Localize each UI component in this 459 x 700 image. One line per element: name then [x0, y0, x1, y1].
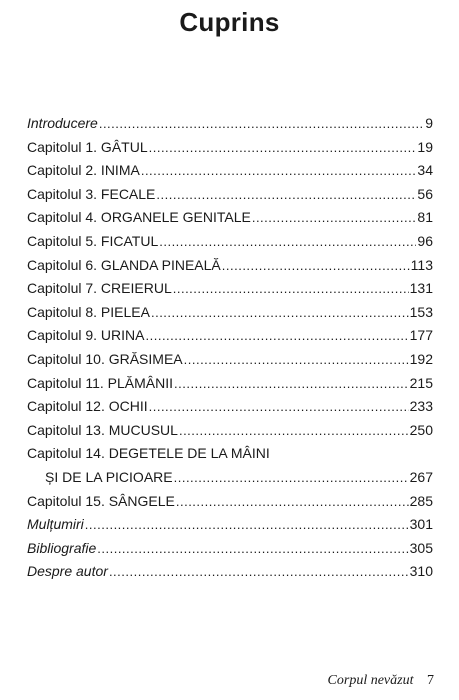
toc-page-number: 81	[417, 209, 433, 226]
toc-page-number: 34	[417, 162, 433, 179]
toc-entry	[27, 395, 433, 419]
toc-entry	[27, 136, 433, 160]
toc-entry-row	[27, 254, 433, 278]
toc-entry-row	[27, 372, 433, 396]
dot-leader	[174, 466, 409, 490]
toc-page-number: 19	[417, 138, 433, 155]
dot-leader	[252, 206, 417, 230]
toc-entry-row	[27, 419, 433, 443]
toc-entry-row	[27, 324, 433, 348]
toc-page-number: 285	[409, 492, 433, 509]
dot-leader	[149, 136, 417, 160]
toc-entry-label: Capitolul 12. OCHII	[27, 398, 148, 415]
toc-entry-row	[27, 301, 433, 325]
toc-entry-label: Capitolul 13. MUCUSUL	[27, 421, 178, 438]
dot-leader	[174, 372, 409, 396]
toc-entry-label-continuation: ȘI DE LA PICIOARE	[45, 468, 173, 485]
dot-leader	[179, 419, 409, 443]
toc-entry-label: Capitolul 15. SÂNGELE	[27, 492, 175, 509]
page-number: 7	[427, 673, 434, 688]
toc-entry-row	[27, 490, 433, 514]
dot-leader	[146, 324, 409, 348]
toc-page-number: 192	[409, 350, 433, 367]
toc-entry-label: Capitolul 4. ORGANELE GENITALE	[27, 209, 251, 226]
toc-entry-row	[27, 206, 433, 230]
toc-entry	[27, 230, 433, 254]
dot-leader	[109, 560, 409, 584]
toc-page-number: 153	[409, 303, 433, 320]
dot-leader	[156, 183, 416, 207]
toc-entry	[27, 560, 433, 584]
toc-entry-label: Capitolul 7. CREIERUL	[27, 280, 172, 297]
page-footer	[328, 673, 434, 689]
toc-page-number: 233	[409, 398, 433, 415]
toc-entry	[27, 206, 433, 230]
toc-entry-label: Introducere	[27, 115, 98, 131]
toc-entry-label: Capitolul 9. URINA	[27, 327, 145, 344]
toc-page-number: 96	[417, 232, 433, 249]
toc-entry	[27, 442, 433, 489]
toc-entry-row	[27, 537, 433, 561]
dot-leader	[85, 513, 409, 537]
dot-leader	[159, 230, 416, 254]
dot-leader	[149, 395, 409, 419]
dot-leader	[97, 537, 408, 561]
toc-entry-row	[27, 395, 433, 419]
toc-entry-row	[27, 136, 433, 160]
toc-entry-label: Capitolul 1. GÂTUL	[27, 138, 148, 155]
toc-entry-label: Capitolul 6. GLANDA PINEALĂ	[27, 256, 221, 273]
page-title: Cuprins	[179, 7, 280, 37]
toc-page-number: 301	[409, 516, 433, 533]
toc-entry-label: Despre autor	[27, 563, 108, 580]
toc-entry-label: Capitolul 8. PIELEA	[27, 303, 150, 320]
toc-page-number: 310	[409, 563, 433, 580]
toc-page-number: 56	[417, 185, 433, 202]
toc-entry	[27, 372, 433, 396]
toc-entry-row	[27, 466, 433, 490]
toc-entry-row	[27, 560, 433, 584]
toc-entry-label: Capitolul 11. PLĂMÂNII	[27, 374, 174, 391]
toc-entry-row	[27, 277, 433, 301]
toc-page-number: 177	[409, 327, 433, 344]
toc-entry	[27, 513, 433, 537]
toc-page-number: 113	[410, 256, 433, 273]
table-of-contents	[27, 112, 433, 584]
toc-entry-label: Bibliografie	[27, 539, 97, 556]
toc-entry-row	[27, 348, 433, 372]
toc-entry	[27, 348, 433, 372]
toc-entry	[27, 277, 433, 301]
toc-entry-label: Capitolul 10. GRĂSIMEA	[27, 350, 183, 367]
toc-entry-row	[27, 230, 433, 254]
dot-leader	[141, 159, 417, 183]
toc-entry-row	[27, 183, 433, 207]
toc-entry-label: Capitolul 3. FECALE	[27, 185, 156, 202]
toc-entry-row	[27, 513, 433, 537]
running-footer-book-title: Corpul nevăzut	[327, 673, 414, 688]
toc-page-number: 305	[409, 539, 433, 556]
dot-leader	[184, 348, 409, 372]
toc-entry-label: Capitolul 14. DEGETELE DE LA MÂINI	[27, 445, 270, 462]
toc-entry-row	[27, 159, 433, 183]
toc-entry	[27, 490, 433, 514]
toc-page-number: 267	[409, 468, 433, 485]
dot-leader	[176, 490, 409, 514]
toc-entry-label: Mulțumiri	[27, 516, 84, 533]
toc-entry-label: Capitolul 5. FICATUL	[27, 232, 159, 249]
toc-entry	[27, 159, 433, 183]
toc-page-number: 9	[425, 115, 433, 131]
toc-entry-row	[27, 112, 433, 136]
toc-entry	[27, 254, 433, 278]
toc-entry	[27, 419, 433, 443]
toc-page-number: 250	[409, 421, 433, 438]
dot-leader	[173, 277, 409, 301]
toc-entry	[27, 301, 433, 325]
toc-entry	[27, 112, 433, 136]
toc-entry	[27, 537, 433, 561]
toc-page-number: 131	[409, 280, 433, 297]
dot-leader	[222, 254, 410, 278]
dot-leader	[151, 301, 409, 325]
toc-entry-label: Capitolul 2. INIMA	[27, 162, 140, 179]
toc-page-number: 215	[409, 374, 433, 391]
toc-entry	[27, 324, 433, 348]
dot-leader	[99, 112, 424, 136]
toc-entry	[27, 183, 433, 207]
